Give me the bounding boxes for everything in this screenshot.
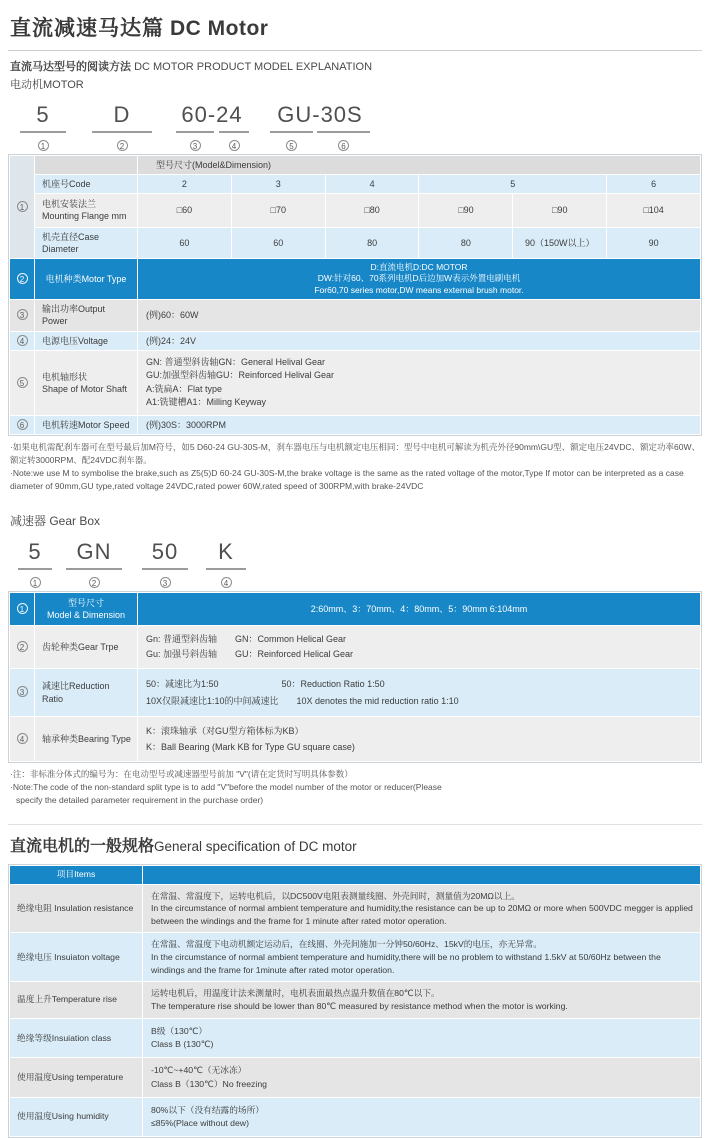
table-cell: (例)24：24V [138, 332, 700, 350]
marker-cell [10, 259, 34, 299]
model-underline [66, 568, 122, 570]
motor-note [10, 441, 700, 494]
table-cell: □90 [419, 194, 512, 226]
motor-note-cn: ·如果电机需配刹车器可在型号最后加M符号，如5 D60-24 GU-30S-M，刹车器电压与电机额定电压相同：型号中电机可解读为机壳外径90mm\GU型、额定电压24VDC、额定功率60W、额定转3000RPM、配24VDC刹车器。 [10, 441, 700, 465]
model-segment-text: 50 [151, 538, 179, 564]
circled-number-icon: 4 [221, 577, 232, 588]
spec-row-label: 绝缘等级Insuiation class [10, 1019, 142, 1057]
row-label-cn: 型号尺寸 [67, 597, 104, 608]
motor-type-line: For60,70 series motor,DW means external brush motor. [314, 284, 524, 295]
spec-row-content [143, 885, 700, 933]
circled-number-icon: 2 [17, 273, 28, 284]
spec-row-label: 温度上升Temperature rise [10, 982, 142, 1018]
table-cell: □80 [326, 194, 419, 226]
spec-header-cell: 项目Items [10, 866, 142, 884]
spec-content-cn: 在常温、常温度下电动机额定运动后，在线圈、外壳间施加一分钟50/60Hz、15kV的电压，亦无异常。 [151, 939, 542, 950]
model-marker [142, 573, 188, 591]
model-marker [270, 136, 313, 154]
model-marker [92, 136, 152, 154]
shaft-cell [138, 351, 700, 415]
model-marker [20, 136, 66, 154]
model-segment-text: D [113, 102, 131, 127]
row-label: 机壳直径Case Diameter [35, 228, 137, 258]
gear-box-table [8, 591, 702, 764]
gear-type-line: Gn: 普通型斜齿轴 GN：Common Helical Gear [146, 633, 347, 644]
circled-number-icon: 2 [17, 641, 28, 652]
marker-cell [10, 300, 34, 330]
gear-note-en: ·Note:The code of the non-standard split type is to add "V"before the model number of the motor or reducer(Please [10, 782, 442, 793]
circled-number-icon: 3 [160, 577, 171, 588]
model-underline [270, 131, 313, 133]
motor-model-table [8, 154, 702, 436]
page-title-en: DC Motor [170, 17, 269, 40]
motor-type-line: D:直流电机D:DC MOTOR [370, 261, 468, 272]
bearing-cell [138, 717, 700, 761]
table-cell: 90 [607, 228, 700, 258]
gear-note-cn: ·注：非标准分体式的编号为：在电动型号或减速器型号前加 "V"(请在定货时写明具体参数） [10, 769, 353, 780]
model-underline [20, 131, 66, 133]
model-underline [317, 131, 370, 133]
spec-content-cn: B级（130℃） [151, 1026, 208, 1037]
spec-content-cn: 运转电机后，用温度计法来测量时，电机表面最热点温升数值在80℃以下。 [151, 988, 440, 999]
circled-number-icon: 4 [229, 140, 240, 151]
table-cell: 5 [419, 175, 606, 193]
table-cell: 2:60mm、3：70mm、4：80mm、5：90mm 6:104mm [138, 593, 700, 625]
circled-number-icon: 2 [89, 577, 100, 588]
spec-row-content [143, 933, 700, 981]
model-segment-text: GN [76, 538, 112, 564]
circled-number-icon: 3 [190, 140, 201, 151]
model-segment-text: GU-30S [277, 102, 363, 127]
title-block [8, 8, 702, 51]
model-underline [142, 568, 188, 570]
gear-model-diagram [8, 539, 702, 587]
spec-row-content [143, 1058, 700, 1096]
circled-number-icon: 3 [17, 309, 28, 320]
marker-cell [10, 156, 34, 258]
spec-row-label: 使用温度Using temperature [10, 1058, 142, 1096]
row-label-cn: 电机安装法兰 [42, 199, 97, 210]
circled-number-icon: 1 [30, 577, 41, 588]
spec-content-en: In the circumstance of normal ambient temperature and humidity,there will be no problem to withstand 1.5kV at 50/60Hz between the windings and the frame for 1minute after rated motor operation. [151, 952, 661, 975]
table-cell: 60 [138, 228, 231, 258]
marker-cell [10, 332, 34, 350]
spec-table [8, 864, 702, 1138]
spec-content-cn: 在常温、常温度下，运转电机后，以DC500V电阻表测量线圈、外壳间时，测量值为20MΩ以上。 [151, 890, 520, 901]
model-marker [176, 136, 214, 154]
model-underline [206, 568, 246, 570]
model-segment-text: K [218, 538, 234, 564]
row-label: 输出功率Output Power [35, 300, 137, 330]
model-marker [18, 573, 52, 591]
row-label [35, 351, 137, 415]
spec-content-en: The temperature rise should be lower than 80℃ measured by resistance method when the motor is working. [151, 1001, 568, 1012]
row-label [35, 194, 137, 226]
table-cell: 6 [607, 175, 700, 193]
motor-section-label: 电动机MOTOR [10, 79, 84, 91]
row-label-cn: 电机轴形状 [42, 371, 88, 382]
shaft-line: A:铣扁A：Flat type [146, 383, 223, 394]
circled-number-icon: 1 [17, 201, 28, 212]
model-marker [219, 136, 249, 154]
page-title-cn: 直流减速马达篇 [10, 17, 164, 40]
circled-number-icon: 4 [17, 335, 28, 346]
spec-heading-en: General specification of DC motor [154, 838, 357, 854]
row-label-en: Mounting Flange mm [42, 211, 127, 222]
row-label: 齿轮种类Gear Trpe [35, 626, 137, 669]
model-marker [206, 573, 246, 591]
spec-content-en: Class B（130℃）No freezing [151, 1078, 267, 1089]
table-cell: □60 [138, 194, 231, 226]
model-segment-text: 60-24 [181, 102, 243, 127]
gear-note [10, 768, 700, 808]
row-label: 电源电压Voltage [35, 332, 137, 350]
gear-note-en: specify the detailed parameter requirement in the purchase order) [16, 795, 264, 806]
circled-number-icon: 5 [17, 377, 28, 388]
spec-row-label: 使用温度Using humidity [10, 1098, 142, 1136]
table-cell: (例)30S：3000RPM [138, 416, 700, 434]
row-label: 电机种类Motor Type [35, 259, 137, 299]
model-marker [66, 573, 122, 591]
model-underline [176, 131, 214, 133]
marker-cell [10, 626, 34, 669]
spec-heading-cn: 直流电机的一般规格 [10, 837, 155, 855]
empty-cell [35, 156, 137, 174]
shaft-line: GN: 普通型斜齿轴GN：General Helival Gear [146, 356, 326, 367]
circled-number-icon: 5 [286, 140, 297, 151]
row-label-en: Shape of Motor Shaft [42, 383, 128, 394]
marker-cell [10, 416, 34, 434]
spec-row-content [143, 1019, 700, 1057]
table-cell: 3 [232, 175, 325, 193]
row-label: 机座号Code [35, 175, 137, 193]
table-cell: 4 [326, 175, 419, 193]
circled-number-icon: 4 [17, 733, 28, 744]
table-cell: 2 [138, 175, 231, 193]
circled-number-icon: 1 [17, 603, 28, 614]
marker-cell [10, 669, 34, 715]
model-underline [18, 568, 52, 570]
row-label [35, 593, 137, 625]
bearing-line: K：滚珠轴承（对GU型方箱体标为KB） [146, 725, 304, 736]
circled-number-icon: 6 [338, 140, 349, 151]
spec-content-en: ≤85%(Place without dew) [151, 1117, 249, 1128]
spec-heading [8, 824, 702, 864]
spec-content-en: Class B (130℃) [151, 1039, 214, 1050]
gear-section-label: 减速器 Gear Box [10, 513, 101, 528]
table-cell: □70 [232, 194, 325, 226]
table-cell: 90（150W以上） [513, 228, 606, 258]
row-label: 电机转速Motor Speed [35, 416, 137, 434]
ratio-line: 50：减速比为1:50 50：Reduction Ratio 1:50 [146, 679, 385, 690]
model-underline [219, 131, 249, 133]
spec-row-content [143, 982, 700, 1018]
gear-type-cell [138, 626, 700, 669]
table-cell: 60 [232, 228, 325, 258]
spec-content-cn: 80%以下（没有结露的场所） [151, 1104, 264, 1115]
marker-cell [10, 717, 34, 761]
shaft-line: A1:铣键槽A1：Milling Keyway [146, 397, 267, 408]
spec-row-label: 绝缘电压 Insuiaton voltage [10, 933, 142, 981]
circled-number-icon: 3 [17, 686, 28, 697]
circled-number-icon: 6 [17, 419, 28, 430]
gear-type-line: Gu: 加强号斜齿轴 GU：Reinforced Helical Gear [146, 649, 354, 660]
empty-cell [143, 866, 700, 884]
model-underline [92, 131, 152, 133]
motor-type-line: DW:针对60、70系列电机D后边加W表示外置电刷电机 [317, 273, 521, 284]
row-label-en: Model & Dimension [46, 609, 126, 620]
spec-row-content [143, 1098, 700, 1136]
shaft-line: GU:加强型斜齿轴GU：Reinforced Helival Gear [146, 370, 335, 381]
model-segment-text: 5 [28, 538, 42, 564]
circled-number-icon: 2 [117, 140, 128, 151]
dimension-header-cell: 型号尺寸(Model&Dimension) [138, 156, 700, 174]
marker-cell [10, 351, 34, 415]
motor-type-cell [138, 259, 700, 299]
spec-content-cn: -10℃~+40℃（无冰冻） [151, 1065, 247, 1076]
model-marker [317, 136, 370, 154]
marker-cell [10, 593, 34, 625]
motor-note-en: ·Note:we use M to symbolise the brake,such as Z5(5)D 60-24 GU-30S-M,the brake voltage is the same as the rated voltage of the motor,Type If motor can be interpreted as a case diameter of 90mm,GU type,rated voltage 24VDC,rated power 60W,rated speed of 300RPM,with brake-24VDC [10, 468, 684, 492]
motor-model-diagram [8, 102, 702, 150]
bearing-line: K：Ball Bearing (Mark KB for Type GU square case) [146, 741, 355, 752]
row-label: 减速比Reduction Ratio [35, 669, 137, 715]
subtitle-en: DC MOTOR PRODUCT MODEL EXPLANATION [134, 61, 373, 73]
subtitle-cn: 直流马达型号的阅读方法 [10, 61, 131, 73]
table-cell: (例)60：60W [138, 300, 700, 330]
table-cell: □104 [607, 194, 700, 226]
row-label: 轴承种类Bearing Type [35, 717, 137, 761]
table-cell: 80 [326, 228, 419, 258]
table-cell: 80 [419, 228, 512, 258]
model-segment-text: 5 [36, 102, 50, 127]
table-cell: □90 [513, 194, 606, 226]
spec-row-label: 绝缘电阻 Insulation resistance [10, 885, 142, 933]
ratio-line: 10X仅限减速比1:10的中间减速比 10X denotes the mid reduction ratio 1:10 [146, 695, 459, 706]
spec-content-en: In the circumstance of normal ambient temperature and humidity,the resistance can be up to 20MΩ or more when 500VDC megger is applied between the windings and the frame for 1 minute after rated motor operation. [151, 903, 693, 926]
subtitle [10, 58, 702, 74]
ratio-cell [138, 669, 700, 715]
circled-number-icon: 1 [38, 140, 49, 151]
